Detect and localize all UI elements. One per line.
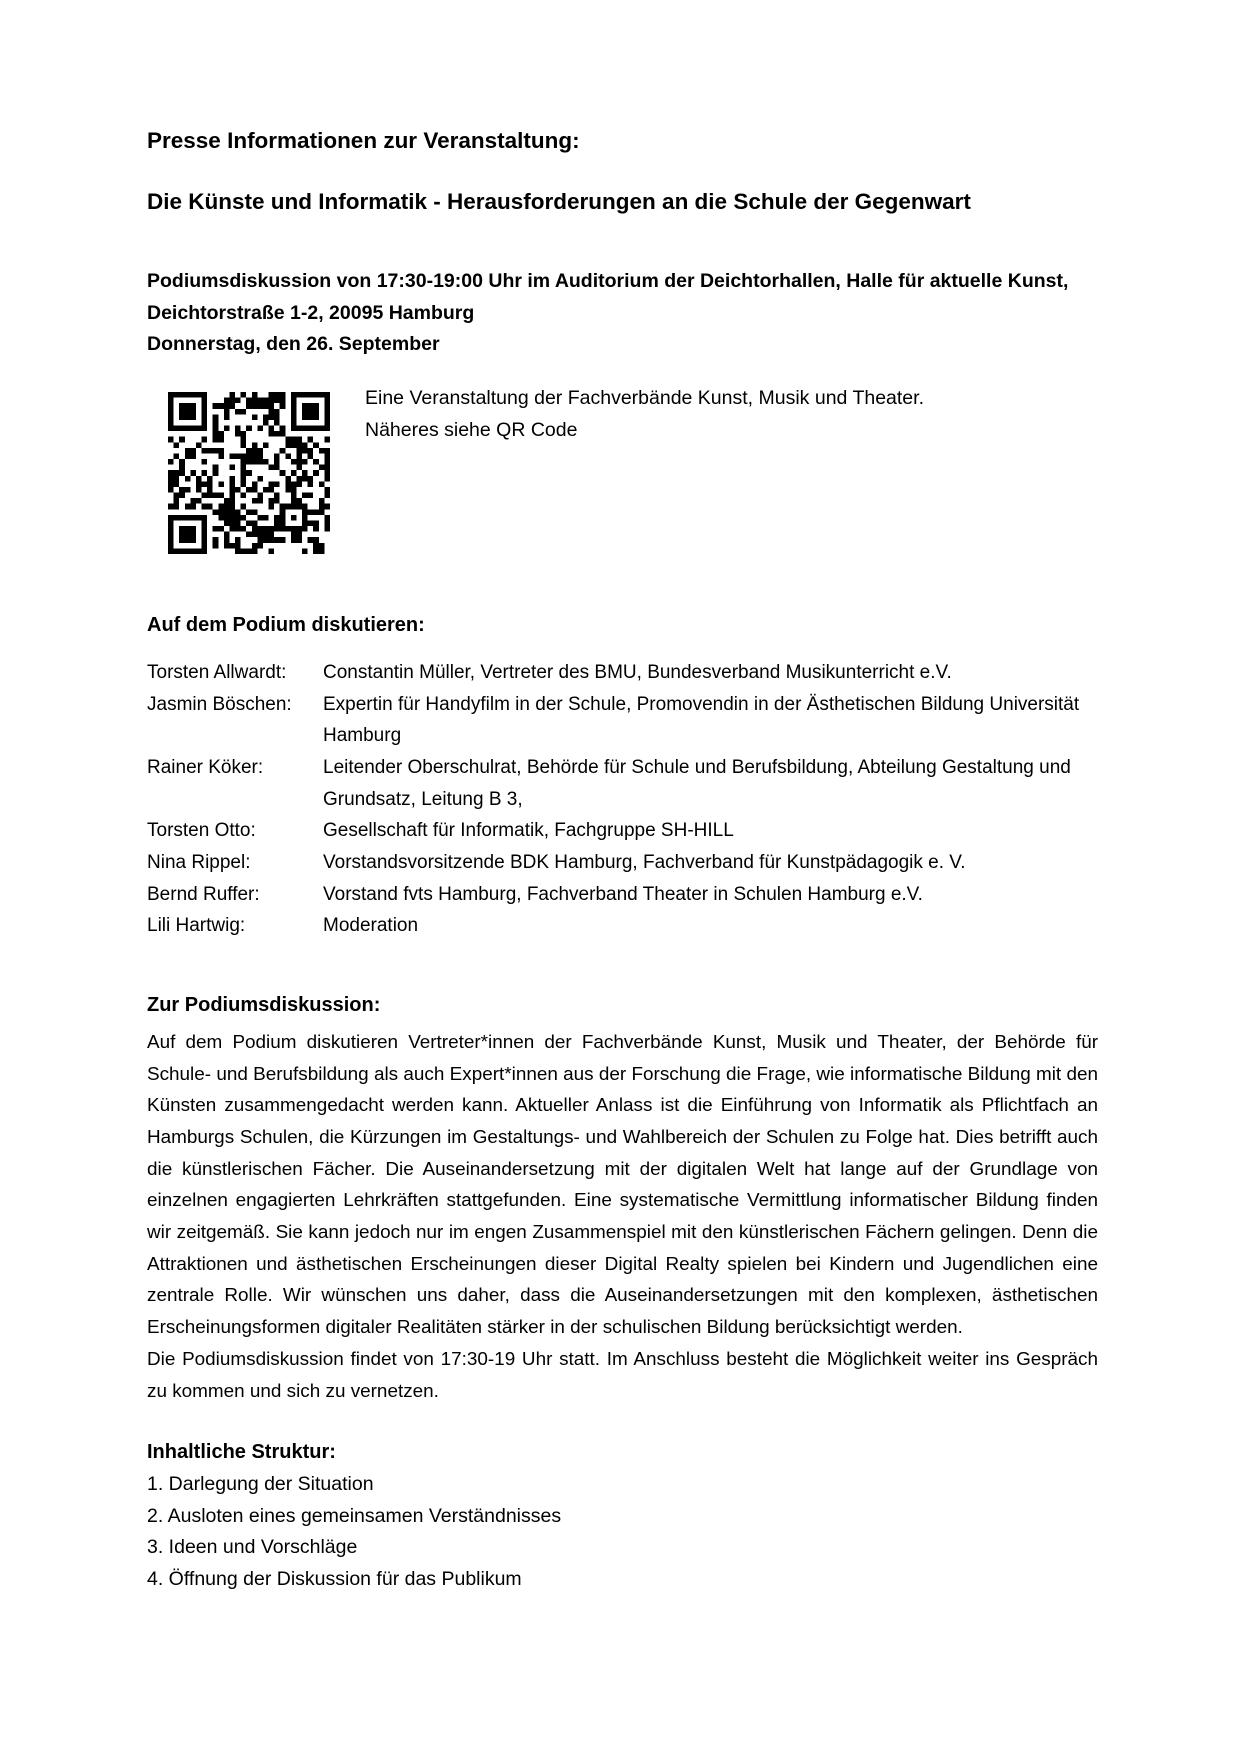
participant-name: Rainer Köker: [147, 756, 264, 778]
participant-row [147, 689, 1098, 752]
participant-name: Bernd Ruffer: [147, 883, 260, 905]
participant-row [147, 815, 1098, 847]
participant-name: Torsten Otto: [147, 820, 256, 842]
participant-name: Torsten Allwardt: [147, 661, 287, 683]
participant-role: Moderation [323, 915, 419, 937]
participant-role: Gesellschaft für Informatik, Fachgruppe SH-HILL [323, 820, 734, 842]
structure-item: 4. Öffnung der Diskussion für das Publikum [147, 1568, 522, 1591]
event-details-block [147, 266, 1098, 361]
qr-section [147, 387, 1098, 554]
document-title: Die Künste und Informatik - Herausforderungen an die Schule der Gegenwart [147, 189, 971, 214]
participant-row [147, 879, 1098, 911]
participant-row [147, 752, 1098, 815]
discussion-paragraph: Auf dem Podium diskutieren Vertreter*innen der Fachverbände Kunst, Musik und Theater, der Behörde für Schule- und Berufsbildung als auch Expert*innen aus der Forschung die Frage, wie informatische Bildung mit den Künsten zusammengedacht werden kann. Aktueller Anlass ist die Einführung von Informatik als Pflichtfach an Hamburgs Schulen, die Kürzungen im Gestaltungs- und Wahlbereich der Schulen zu Folge hat. Dies betrifft auch die künstlerischen Fächer. Die Auseinandersetzung mit der digitalen Welt hat lange auf der Grundlage von einzelnen engagierten Lehrkräften stattgefunden. Eine systematische Vermittlung informatischer Bildung finden wir zeitgemäß. Sie kann jedoch nur im engen Zusammenspiel mit den künstlerischen Fächern gelingen. Denn die Attraktionen und ästhetischen Erscheinungen dieser Digital Realty spielen bei Kindern und Jugendlichen eine zentrale Rolle. Wir wünschen uns daher, dass die Auseinandersetzungen mit den komplexen, ästhetischen Erscheinungsformen digitaler Realitäten stärker in der schulischen Bildung berücksichtigt werden. [147, 1031, 1098, 1339]
participant-role: Leitender Oberschulrat, Behörde für Schule und Berufsbildung, Abteilung Gestaltung und Grundsatz, Leitung B 3, [323, 756, 1071, 810]
discussion-closing: Die Podiumsdiskussion findet von 17:30-19 Uhr statt. Im Anschluss besteht die Möglichkeit weiter ins Gespräch zu kommen und sich zu vernetzen. [147, 1348, 1098, 1402]
qr-caption [365, 383, 924, 446]
participant-name: Lili Hartwig: [147, 915, 246, 937]
participant-name: Nina Rippel: [147, 852, 251, 874]
participant-role: Vorstand fvts Hamburg, Fachverband Theater in Schulen Hamburg e.V. [323, 883, 923, 905]
event-info: Podiumsdiskussion von 17:30-19:00 Uhr im Auditorium der Deichtorhallen, Halle für aktuelle Kunst, Deichtorstraße 1-2, 20095 Hamburg [147, 270, 1069, 324]
structure-item: 1. Darlegung der Situation [147, 1472, 374, 1495]
qr-caption-line2: Näheres siehe QR Code [365, 418, 578, 441]
participant-role: Constantin Müller, Vertreter des BMU, Bundesverband Musikunterricht e.V. [323, 661, 952, 683]
participant-row [147, 910, 1098, 942]
structure-list [147, 1469, 1098, 1596]
structure-heading: Inhaltliche Struktur: [147, 1441, 336, 1464]
participant-row [147, 657, 1098, 689]
participant-role: Expertin für Handyfilm in der Schule, Promovendin in der Ästhetischen Bildung Universität Hamburg [323, 693, 1080, 747]
structure-item: 3. Ideen und Vorschläge [147, 1536, 358, 1559]
structure-item: 2. Ausloten eines gemeinsamen Verständnisses [147, 1504, 562, 1527]
podium-heading: Auf dem Podium diskutieren: [147, 614, 425, 637]
participants-list [147, 657, 1098, 942]
qr-code-icon [168, 392, 330, 554]
event-date: Donnerstag, den 26. September [147, 333, 440, 356]
participant-row [147, 847, 1098, 879]
qr-caption-line1: Eine Veranstaltung der Fachverbände Kunst, Musik und Theater. [365, 387, 924, 410]
document-pretitle: Presse Informationen zur Veranstaltung: [147, 128, 580, 153]
discussion-heading: Zur Podiumsdiskussion: [147, 994, 381, 1017]
participant-name: Jasmin Böschen: [147, 693, 292, 715]
participant-role: Vorstandsvorsitzende BDK Hamburg, Fachverband für Kunstpädagogik e. V. [323, 852, 966, 874]
